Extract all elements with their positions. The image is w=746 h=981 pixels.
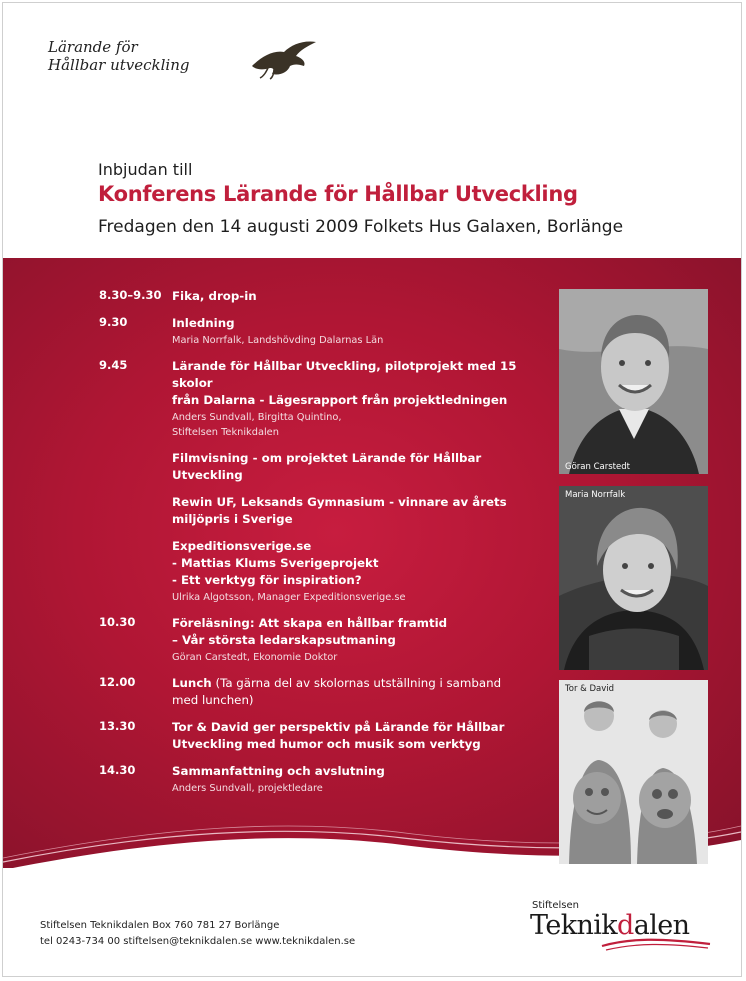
program-item: [99, 719, 549, 753]
item-heading-line: – Vår största ledarskapsutmaning: [172, 633, 396, 647]
item-time: 13.30: [99, 719, 136, 733]
item-speaker: Anders Sundvall, projektledare: [172, 783, 323, 794]
item-time: 9.45: [99, 358, 128, 372]
item-heading-line: miljöpris i Sverige: [172, 512, 293, 526]
footer-contact-line: tel 0243-734 00 stiftelsen@teknikdalen.se www.teknikdalen.se: [40, 936, 356, 947]
item-heading-line: - Ett verktyg för inspiration?: [172, 573, 362, 587]
item-time: 8.30–9.30: [99, 288, 162, 302]
item-speaker: Anders Sundvall, Birgitta Quintino,: [172, 412, 342, 423]
brand-small-label: Stiftelsen: [532, 900, 579, 911]
item-heading-line: Föreläsning: Att skapa en hållbar framtid: [172, 616, 448, 630]
conference-title: Konferens Lärande för Hållbar Utveckling: [98, 182, 578, 206]
item-speaker: Stiftelsen Teknikdalen: [172, 427, 279, 438]
brand-part-accent: d: [617, 910, 634, 941]
item-heading-line: Tor & David ger perspektiv på Lärande för Hållbar: [172, 720, 505, 734]
item-heading: Filmvisning - om projektet Lärande för Hållbar Utveckling: [172, 451, 482, 482]
photo-caption: Tor & David: [565, 684, 615, 694]
photo-goran-carstedt: [559, 289, 708, 474]
program-item: [99, 538, 549, 605]
program-item: [99, 450, 549, 484]
photo-maria-norrfalk: [559, 486, 708, 670]
program-item: [99, 358, 549, 440]
item-speaker: Ulrika Algotsson, Manager Expeditionsverige.se: [172, 592, 406, 603]
brand-swoosh-icon: [600, 936, 712, 952]
program-item: [99, 615, 549, 665]
logo-line-1: Lärande för: [48, 38, 138, 56]
photo-tor-david: [559, 680, 708, 864]
item-heading: Inledning: [172, 316, 235, 330]
conference-date-venue: Fredagen den 14 augusti 2009 Folkets Hus Galaxen, Borlänge: [98, 217, 624, 237]
item-heading-line: Expeditionsverige.se: [172, 539, 312, 553]
item-heading: Fika, drop-in: [172, 289, 257, 303]
invite-label: Inbjudan till: [98, 160, 193, 179]
item-heading-line: Rewin UF, Leksands Gymnasium - vinnare av årets: [172, 495, 507, 509]
logo-wordmark: [48, 38, 190, 74]
item-time: 9.30: [99, 315, 128, 329]
eagle-logo-icon: [244, 36, 320, 80]
item-time: 14.30: [99, 763, 136, 777]
program-item: [99, 763, 549, 796]
item-speaker: Göran Carstedt, Ekonomie Doktor: [172, 652, 338, 663]
photo-caption: Maria Norrfalk: [565, 490, 626, 500]
item-heading-line: Utveckling med humor och musik som verktyg: [172, 737, 481, 751]
footer-contact: [40, 918, 355, 950]
program-list: [99, 288, 549, 806]
item-time: 10.30: [99, 615, 136, 629]
photo-caption: Göran Carstedt: [565, 462, 630, 472]
item-heading-line: - Mattias Klums Sverigeprojekt: [172, 556, 379, 570]
program-item: [99, 288, 549, 305]
program-item: [99, 315, 549, 348]
brand-part: Teknik: [530, 910, 618, 941]
item-note: (Ta gärna del av skolornas utställning i samband: [211, 676, 502, 690]
program-item: [99, 494, 549, 528]
item-heading-line: Lärande för Hållbar Utveckling, pilotprojekt med 15 skolor: [172, 359, 517, 390]
item-heading-line: från Dalarna - Lägesrapport från projektledningen: [172, 393, 508, 407]
program-item: [99, 675, 549, 709]
item-note: med lunchen): [172, 693, 254, 707]
footer-address: Stiftelsen Teknikdalen Box 760 781 27 Borlänge: [40, 920, 280, 931]
item-time: 12.00: [99, 675, 136, 689]
item-heading: Lunch: [172, 676, 212, 690]
brand-part: alen: [633, 910, 690, 941]
logo-line-2: Hållbar utveckling: [48, 56, 190, 74]
item-speaker: Maria Norrfalk, Landshövding Dalarnas Län: [172, 335, 384, 346]
item-heading: Sammanfattning och avslutning: [172, 764, 385, 778]
